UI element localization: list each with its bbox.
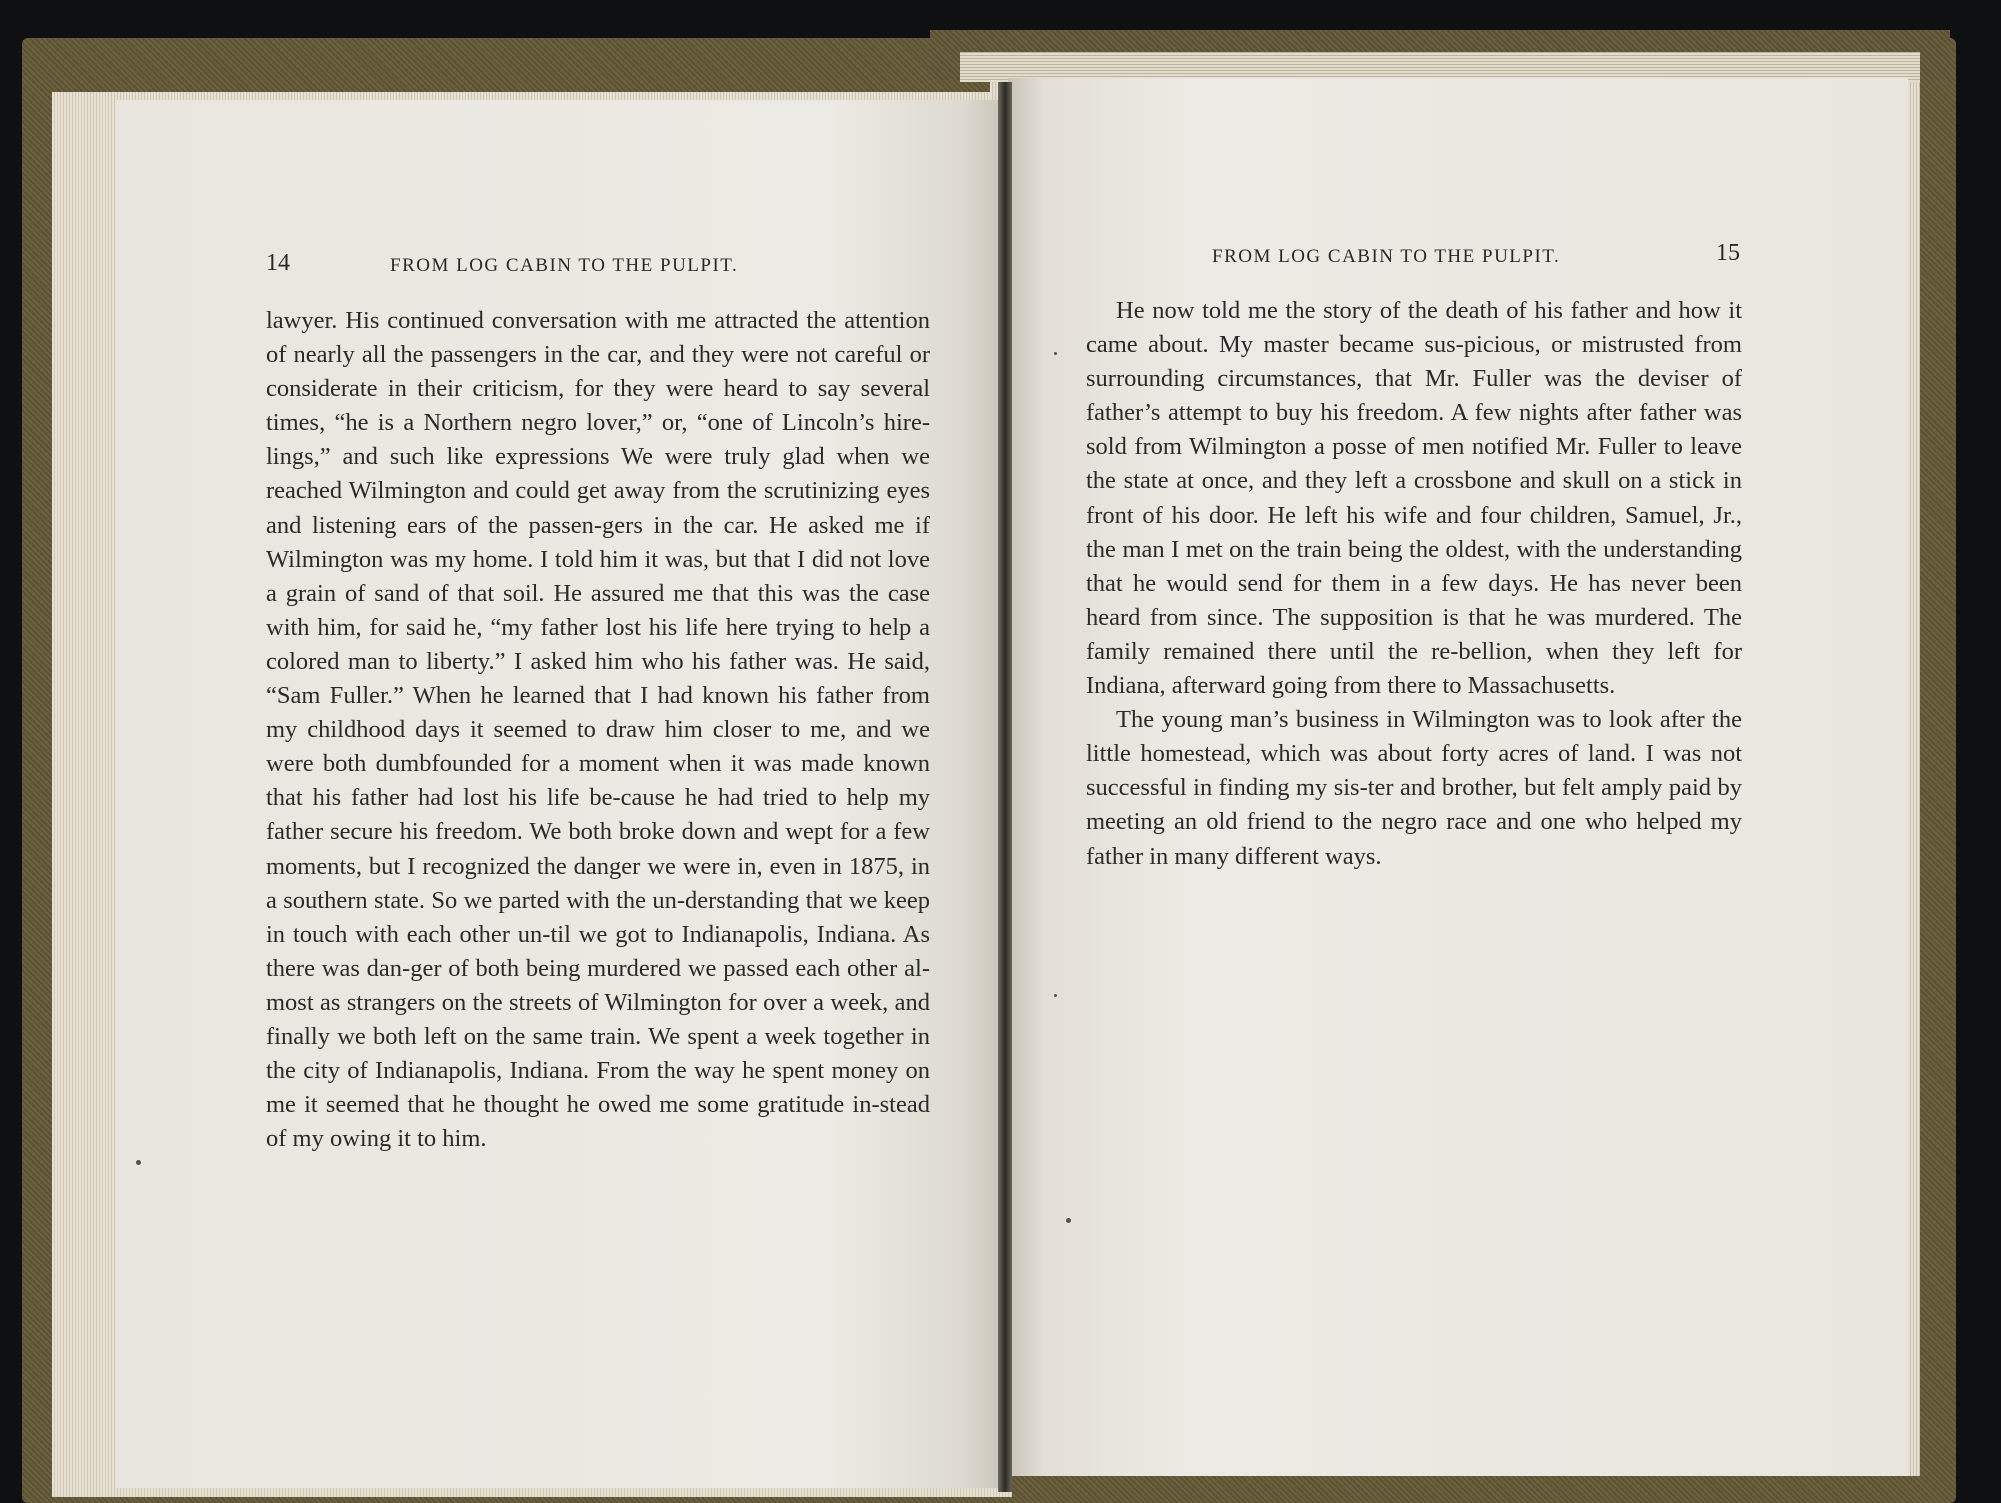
left-page-number: 14 — [266, 250, 290, 276]
right-paragraph: He now told me the story of the death of his father and how it came about. My master became sus-picious, or mistrusted from surrounding circumstances, that Mr. Fuller was the deviser of father’s attempt to buy his freedom. A few nights after father was sold from Wilmington a posse of men notified Mr. Fuller to leave the state at once, and they left a crossbone and skull on a stick in front of his door. He left his wife and four children, Samuel, Jr., the man I met on the train being the oldest, with the understanding that he would send for them in a few days. He has never been heard from since. The supposition is that he was murdered. The family remained there until the re-bellion, when they left for Indiana, afterward going from there to Massachusetts. — [1086, 297, 1742, 700]
print-speck — [1054, 352, 1057, 355]
right-page-number: 15 — [1716, 240, 1740, 266]
left-page-body — [266, 304, 930, 1156]
left-running-head: FROM LOG CABIN TO THE PULPIT. — [390, 255, 739, 276]
print-speck — [136, 1160, 141, 1165]
right-running-head: FROM LOG CABIN TO THE PULPIT. — [1212, 246, 1561, 267]
left-paragraph: lawyer. His continued conversation with me attracted the attention of nearly all the passengers in the car, and they were not careful or considerate in their criticism, for they were heard to say several times, “he is a Northern negro lover,” or, “one of Lincoln’s hire-lings,” and such like expressions We were truly glad when we reached Wilmington and could get away from the scrutinizing eyes and listening ears of the passen-gers in the car. He asked me if Wilmington was my home. I told him it was, but that I did not love a grain of sand of that soil. He assured me that this was the case with him, for said he, “my father lost his life here trying to help a colored man to liberty.” I asked him who his father was. He said, “Sam Fuller.” When he learned that I had known his father from my childhood days it seemed to draw him closer to me, and we were both dumbfounded for a moment when it was made known that his father had lost his life be-cause he had tried to help my father secure his freedom. We both broke down and wept for a few moments, but I recognized the danger we were in, even in 1875, in a southern state. So we parted with the un-derstanding that we keep in touch with each other un-til we got to Indianapolis, Indiana. As there was dan-ger of both being murdered we passed each other al-most as strangers on the streets of Wilmington for over a week, and finally we both left on the same train. We spent a week together in the city of Indianapolis, Indiana. From the way he spent money on me it seemed that he thought he owed me some gratitude in-stead of my owing it to him. — [266, 307, 930, 1153]
right-page-body — [1086, 294, 1742, 874]
print-speck — [1066, 1218, 1071, 1223]
book-gutter — [998, 82, 1012, 1492]
print-speck — [1054, 994, 1057, 997]
right-paragraph: The young man’s business in Wilmington was to look after the little homestead, which was about forty acres of land. I was not successful in finding my sis-ter and brother, but felt amply paid by meeting an old friend to the negro race and one who helped my father in many different ways. — [1086, 706, 1742, 870]
